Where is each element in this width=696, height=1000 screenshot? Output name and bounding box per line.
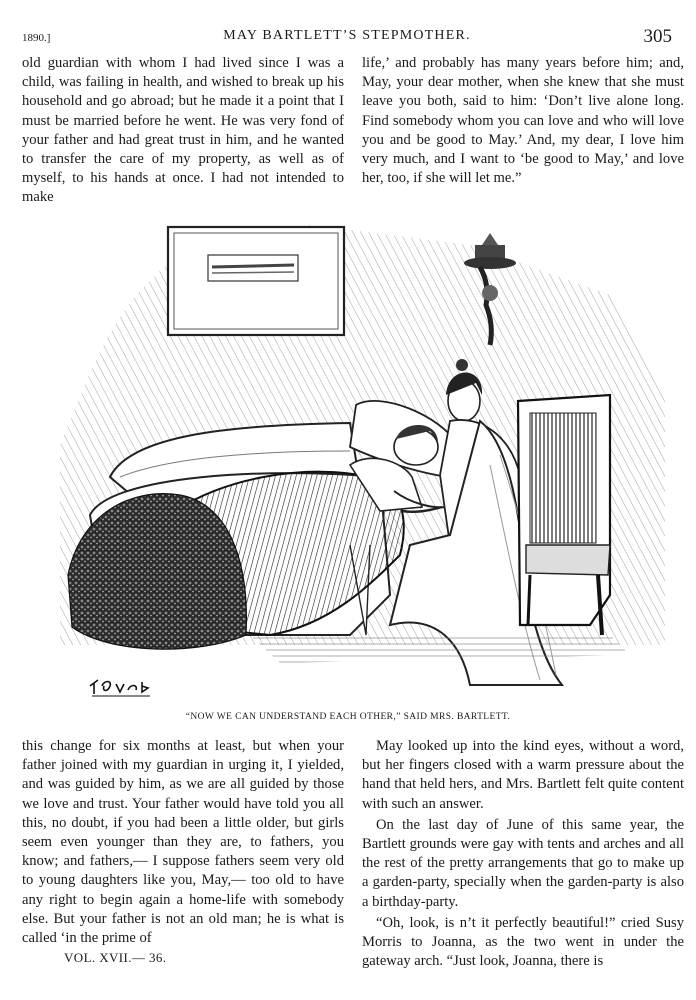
text-column-top-right <box>362 54 684 188</box>
illustration-caption: “NOW WE CAN UNDERSTAND EACH OTHER,” SAID MRS. BARTLETT. <box>185 712 511 722</box>
artist-signature <box>90 680 150 696</box>
armchair <box>518 395 610 635</box>
running-title: MAY BARTLETT’S STEPMOTHER. <box>223 28 471 43</box>
paragraph: On the last day of June of this same year, the Bartlett grounds were gay with tents and arches and all the rest of the pretty arrangements that go to make up a garden-party, specially when the garden-party is also a birthday-party. <box>362 816 684 910</box>
header-date: 1890.] <box>22 32 51 44</box>
page-number: 305 <box>643 26 672 47</box>
wall-picture-frame <box>168 227 344 335</box>
floor-shadow <box>250 635 630 663</box>
engraving-drawing <box>50 215 670 705</box>
paragraph: life,’ and probably has many years before him; and, May, your dear mother, when she knew that she must leave you both, said to him: ‘Don’t live alone long. Find somebody whom you can love and who will love you and be good to May.’ And, my dear, I love him very much, and I want to ‘be good to May,’ and love her, too, if she will let me.” <box>362 55 684 187</box>
paragraph: this change for six months at least, but when your father joined with my guardian in urging it, I yielded, and was guided by him, as we are all guided by those we love and trust. Your father would have told you all this, no doubt, if you had been a little older, but girls seem even younger than they are, to fathers, you know; and fathers,— I suppose fathers seem very old to young daughters like you, May,— too old to have any right to begin again a home-life with somebody else. But your father is not an old man; he is what is called ‘in the prime of <box>22 738 344 947</box>
text-column-top-left <box>22 54 344 208</box>
illustration <box>50 215 670 705</box>
page-header <box>22 26 672 52</box>
text-column-bottom-right <box>362 737 684 971</box>
text-column-bottom-left <box>22 737 344 948</box>
paragraph: old guardian with whom I had lived since I was a child, was failing in health, and wished to break up his household and go abroad; but he made it a point that I must be married before he went. He was very fond of your father and had great trust in him, and he wanted to transfer the care of my property, as well as of myself, to his hands at once. I had not intended to make <box>22 55 344 206</box>
paragraph: May looked up into the kind eyes, without a word, but her fingers closed with a warm pressure about the hand that held hers, and Mrs. Bartlett felt quite content with such an answer. <box>362 738 684 812</box>
volume-signature: VOL. XVII.— 36. <box>64 950 167 965</box>
paragraph: “Oh, look, is n’t it perfectly beautiful!” cried Susy Morris to Joanna, as the two went in under the gateway arch. “Just look, Joanna, there is <box>362 914 684 970</box>
